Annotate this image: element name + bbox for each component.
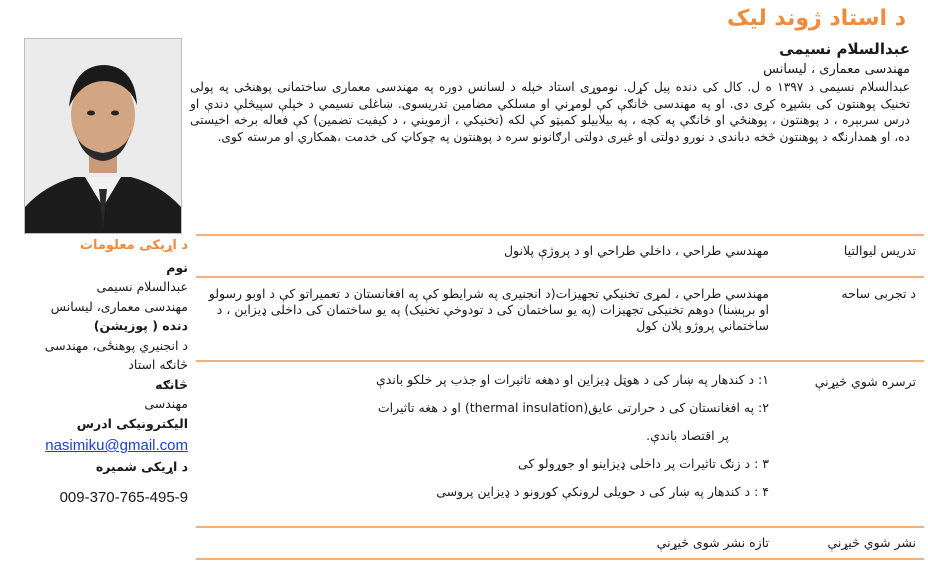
position-value-line2: څانګه استاد [128, 357, 188, 372]
lessons-list [206, 362, 769, 506]
profile-bio: عبدالسلام نسیمی د ۱۳۹۷ ه ل. کال کی دنده پیل کړل. نوموړی استاد خپله د لسانس دوره په مهندسی معماری ساختمانی پوهنځی په پولی تخنیک پوهنتون کی بشپړه کړی دی. او په مهندسی څانګې کې لومړني او مسلکي مضامین تدریسوی. ښاغلی نسیمي د خپلې سپیڅلې دندې او درس سربېره ، د پوهنتون ، پوهنځي او څانګې په کچه ، په بیلابیلو کمیټو کې لکه (تخنیکي ، ازمویني ، د کیفیت تضمین) کې فعاله برخه اخیستی ده، او همدارنګه د پوهنتون څخه دباندی د نورو دولتی او غیری دولتی ارګانونو سره د پوهنتون په چوکاټ کی خدمت ،همکاري او مرسته کوی. [190, 80, 910, 144]
position-value-line1: د انجنیري پوهنځی، مهندسی [44, 337, 188, 353]
phone-label: د اړیکی شمیره [95, 459, 188, 474]
contact-sidebar [0, 236, 188, 509]
degree-value: مهندسی معماری، لیسانس [50, 298, 188, 314]
profile-photo [24, 38, 182, 234]
divider [196, 558, 924, 560]
lessons-label: ترسره شوي څیړنې [814, 374, 916, 389]
contact-section-title: د اړیکی معلومات [79, 238, 188, 253]
phone-number: 009-370-765-495-9 [59, 488, 188, 506]
name-label: نوم [166, 259, 188, 275]
list-item: ۳ : د زنګ تاثیرات پر داخلی ډیزاینو او جوړولو کی [517, 456, 769, 471]
publications-value: تازه نشر شوی څیړنې [656, 535, 769, 550]
position-label: دنده ( پوزیشن) [93, 318, 188, 333]
name-value: عبدالسلام نسیمی [96, 279, 188, 294]
list-item: ۱: د کندهار په ښار کی د هوټل ډیزاین او دهغه تاثیرات او جذب پر خلکو باندې [376, 372, 769, 387]
list-item: ۲: په افغانستان کی د حرارتی عایق(thermal insulation) او د هغه تاثیرات [377, 400, 769, 415]
experience-value: مهندسي طراحي ، لمړی تخنیکي تجهیزات(د انجنیری په شرایطو کې په افغانستان د تعمیراتو کې د اوبو رسولو او برېښنا) دوهم تخنیکی تجهیزات (په یو ساختمان کی د تودوخې تخنیک) په یو ساختمان کی داخلی ډیزاین ، د ساختماني پروژو پلان کول [208, 286, 769, 333]
page-title: د استاد ژوند لیک [726, 6, 906, 31]
publications-row [196, 528, 924, 558]
lessons-row [196, 362, 924, 526]
profile-degree: مهندسی معماری ، لیسانس [763, 62, 910, 77]
publications-label: نشر شوي څیړنې [827, 535, 916, 550]
teaching-row [196, 236, 924, 276]
experience-row [196, 278, 924, 360]
teaching-value: مهندسي طراحي ، داخلي طراحي او د پروژې پلانول [503, 243, 769, 258]
profile-table [196, 234, 924, 560]
teaching-label: تدریس لیوالتیا [843, 243, 916, 258]
list-item: پر اقتصاد باندې. [646, 428, 729, 443]
department-label: څانګه [155, 376, 188, 392]
department-value: مهندسی [144, 396, 188, 411]
profile-header [190, 40, 910, 145]
email-label: الیکترونیکی ادرس [76, 415, 188, 431]
profile-name: عبدالسلام نسیمی [779, 40, 910, 58]
email-link[interactable]: nasimiku@gmail.com [45, 437, 188, 454]
list-item: ۴ : د کندهار په ښار کی د حویلی لرونکې کورونو د ډیزاین پروسی [436, 484, 769, 499]
experience-label: د تجربی ساحه [841, 286, 916, 301]
